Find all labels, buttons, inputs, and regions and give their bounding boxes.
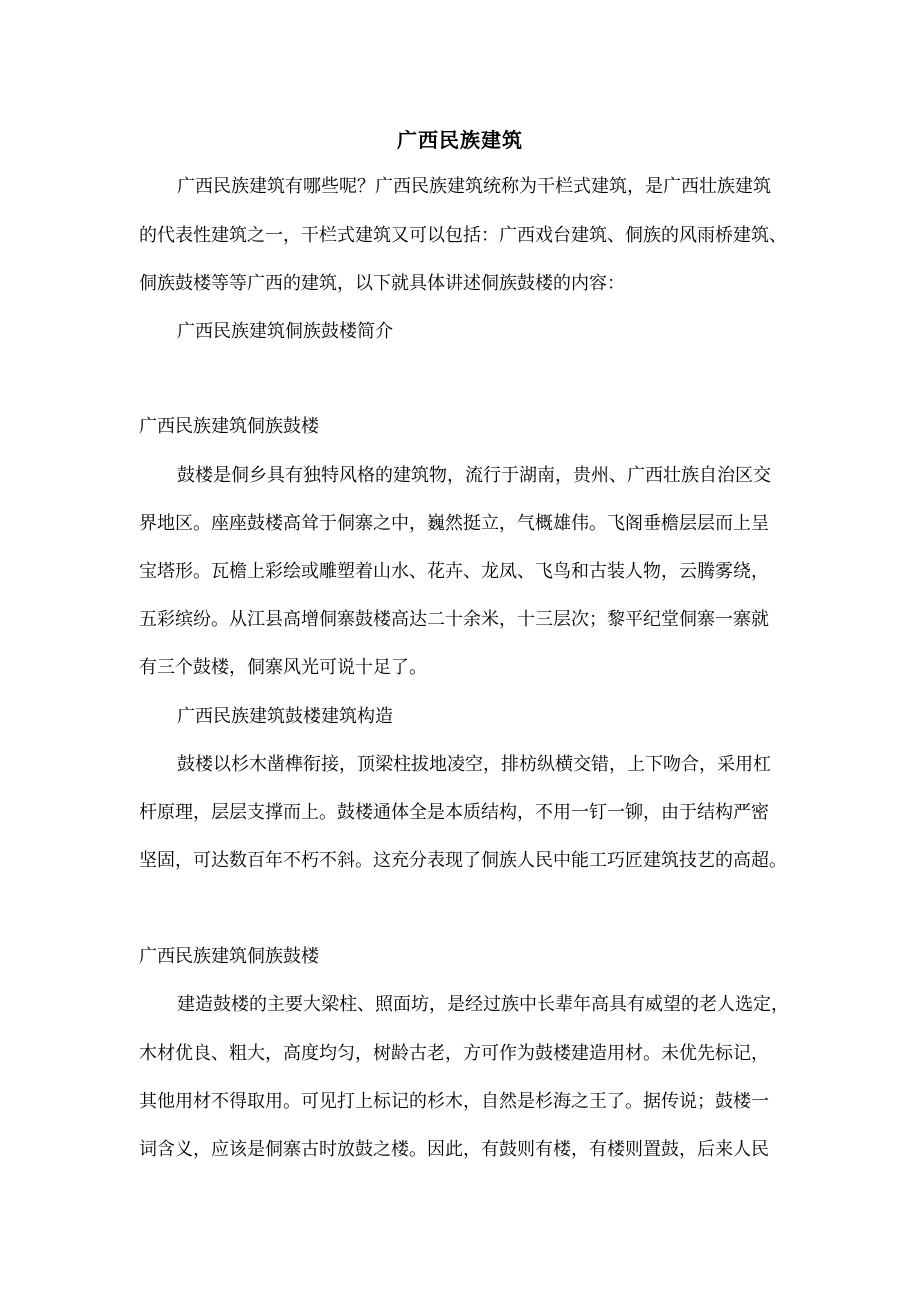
paragraph-line: 杆原理，层层支撑而上。鼓楼通体全是本质结构，不用一钉一铆，由于结构严密 bbox=[139, 802, 769, 823]
paragraph-line: 建造鼓楼的主要大梁柱、照面坊，是经过族中长辈年高具有威望的老人选定， bbox=[177, 994, 789, 1015]
paragraph-line: 广西民族建筑有哪些呢？广西民族建筑统称为干栏式建筑，是广西壮族建筑 bbox=[177, 176, 771, 197]
paragraph-line: 木材优良、粗大，高度均匀，树龄古老，方可作为鼓楼建造用材。未优先标记， bbox=[139, 1043, 769, 1064]
section-heading: 广西民族建筑侗族鼓楼 bbox=[139, 416, 319, 437]
paragraph-line: 坚固，可达数百年不朽不斜。这充分表现了侗族人民中能工巧匠建筑技艺的高超。 bbox=[139, 850, 787, 871]
paragraph-line: 界地区。座座鼓楼高耸于侗寨之中，巍然挺立，气概雄伟。飞阁垂檐层层而上呈 bbox=[139, 513, 769, 534]
section-heading: 广西民族建筑侗族鼓楼简介 bbox=[177, 321, 393, 342]
section-heading: 广西民族建筑鼓楼建筑构造 bbox=[177, 706, 393, 727]
document-title: 广西民族建筑 bbox=[397, 128, 523, 152]
paragraph-line: 词含义，应该是侗寨古时放鼓之楼。因此，有鼓则有楼，有楼则置鼓，后来人民 bbox=[139, 1139, 769, 1160]
paragraph-line: 宝塔形。瓦檐上彩绘或雕塑着山水、花卉、龙凤、飞鸟和古装人物，云腾雾绕， bbox=[139, 561, 769, 582]
paragraph-line: 有三个鼓楼，侗寨风光可说十足了。 bbox=[139, 657, 427, 678]
paragraph-line: 五彩缤纷。从江县高增侗寨鼓楼高达二十余米，十三层次；黎平纪堂侗寨一寨就 bbox=[139, 609, 769, 630]
paragraph-line: 鼓楼是侗乡具有独特风格的建筑物，流行于湖南，贵州、广西壮族自治区交 bbox=[177, 465, 771, 486]
paragraph-line: 其他用材不得取用。可见打上标记的杉木，自然是杉海之王了。据传说；鼓楼一 bbox=[139, 1091, 769, 1112]
paragraph-line: 鼓楼以杉木凿榫衔接，顶梁柱拔地凌空，排枋纵横交错，上下吻合，采用杠 bbox=[177, 754, 771, 775]
paragraph-line: 侗族鼓楼等等广西的建筑，以下就具体讲述侗族鼓楼的内容： bbox=[139, 273, 625, 294]
paragraph-line: 的代表性建筑之一，干栏式建筑又可以包括：广西戏台建筑、侗族的风雨桥建筑、 bbox=[139, 225, 787, 246]
section-heading: 广西民族建筑侗族鼓楼 bbox=[139, 946, 319, 967]
